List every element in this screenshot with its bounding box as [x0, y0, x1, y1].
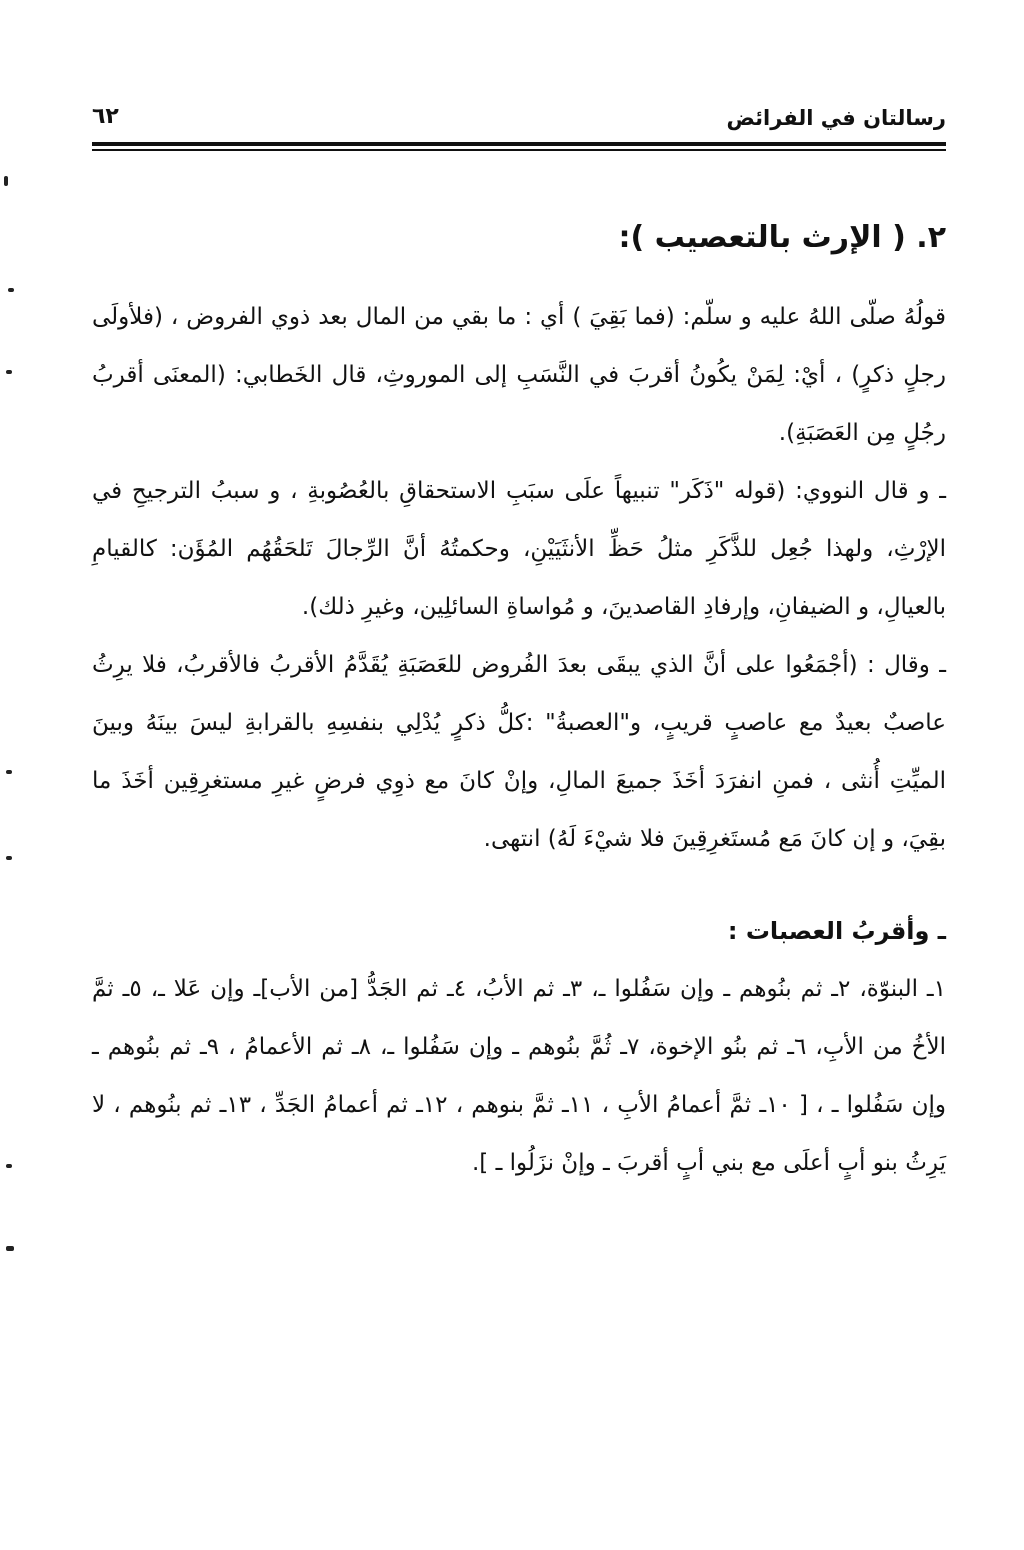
paragraph-asaba-order: ١ـ البنوّة، ٢ـ ثم بنُوهم ـ وإن سَفُلوا ـ، ٣ـ ثم الأبُ، ٤ـ ثم الجَدُّ [من الأب]ـ وإن عَلا ـ، ٥ـ ثمَّ الأخُ من الأبِ، ٦ـ ثم بنُو الإخوة، ٧ـ ثُمَّ بنُوهم ـ وإن سَفُلوا ـ، ٨ـ ثم الأعمامُ ، ٩ـ ثم بنُوهم ـ وإن سَفُلوا ـ ، [ ١٠ـ ثمَّ أعمامُ الأبِ ، ١١ـ ثمَّ بنوهم ، ١٢ـ ثم أعمامُ الجَدِّ ، ١٣ـ ثم بنُوهم ، لا يَرِثُ بنو أبٍ أعلَى مع بني أبٍ أقربَ ـ وإنْ نزَلُوا ـ ]. [92, 976, 947, 1176]
scan-margin-mark [6, 770, 12, 774]
body-content [92, 200, 946, 1192]
header-rule-thick [92, 142, 946, 146]
scan-margin-mark [6, 1164, 12, 1168]
paragraph-hadith-explanation: قولُهُ صلّى اللهُ عليه و سلّم: (فما بَقِيَ ) أي : ما بقي من المال بعد ذوي الفروض ، (فلأولَى رجلٍ ذكرٍ) ، أيْ: لِمَنْ يكُونُ أقربَ في النَّسَبِ إلى الموروثِ، قال الخَطابي: (المعنَى أقربُ رجُلٍ مِن العَصَبَةِ). [92, 304, 946, 446]
section-heading: ٢. ( الإرث بالتعصيب ): [618, 220, 946, 255]
scan-margin-mark [4, 176, 8, 186]
scan-margin-mark [6, 1246, 14, 1251]
paragraph-consensus-quote: ـ وقال : (أجْمَعُوا على أنَّ الذي يبقَى بعدَ الفُروض للعَصَبَةِ يُقَدَّمُ الأقربُ فالأقربُ، فلا يرِثُ عاصبٌ بعيدٌ مع عاصبٍ قريبٍ، و"العصبةُ" :كلُّ ذكرٍ يُدْلِي بنفسِهِ بالقرابةِ ليسَ بينَهُ وبينَ الميِّتِ أُنثى ، فمنِ انفرَدَ أخَذَ جميعَ المالِ، وإنْ كانَ مع ذوِي فرضٍ غيرِ مستغرِقِين أخَذَ ما بقِيَ، و إن كانَ مَع مُستَغرِقِينَ فلا شيْءَ لَهُ) انتهى. [92, 652, 946, 852]
page-number: ٦٢ [92, 104, 119, 129]
header-rule-thin [92, 149, 946, 151]
scan-margin-mark [8, 288, 14, 292]
running-header [92, 100, 946, 140]
scan-margin-mark [6, 370, 12, 374]
running-title: رسالتان في الفرائض [726, 106, 946, 130]
paragraph-nawawi-quote: ـ و قال النووي: (قوله "ذَكَر" تنبيهاً علَى سبَبِ الاستحقاقِ بالعُصُوبةِ ، و سببُ الترجيحِ في الإرْثِ، ولهذا جُعِل للذَّكَرِ مثلُ حَظِّ الأنثَيَيْنِ، وحكمتُهُ أنَّ الرِّجالَ تَلحَقُهُم المُؤَن: كالقيامِ بالعيالِ، و الضيفانِ، وإرفادِ القاصدينَ، و مُواساةِ السائلِين، وغيرِ ذلك). [92, 478, 946, 620]
subsection-heading: ـ وأقربُ العصبات : [727, 917, 946, 945]
scan-margin-mark [6, 856, 12, 860]
